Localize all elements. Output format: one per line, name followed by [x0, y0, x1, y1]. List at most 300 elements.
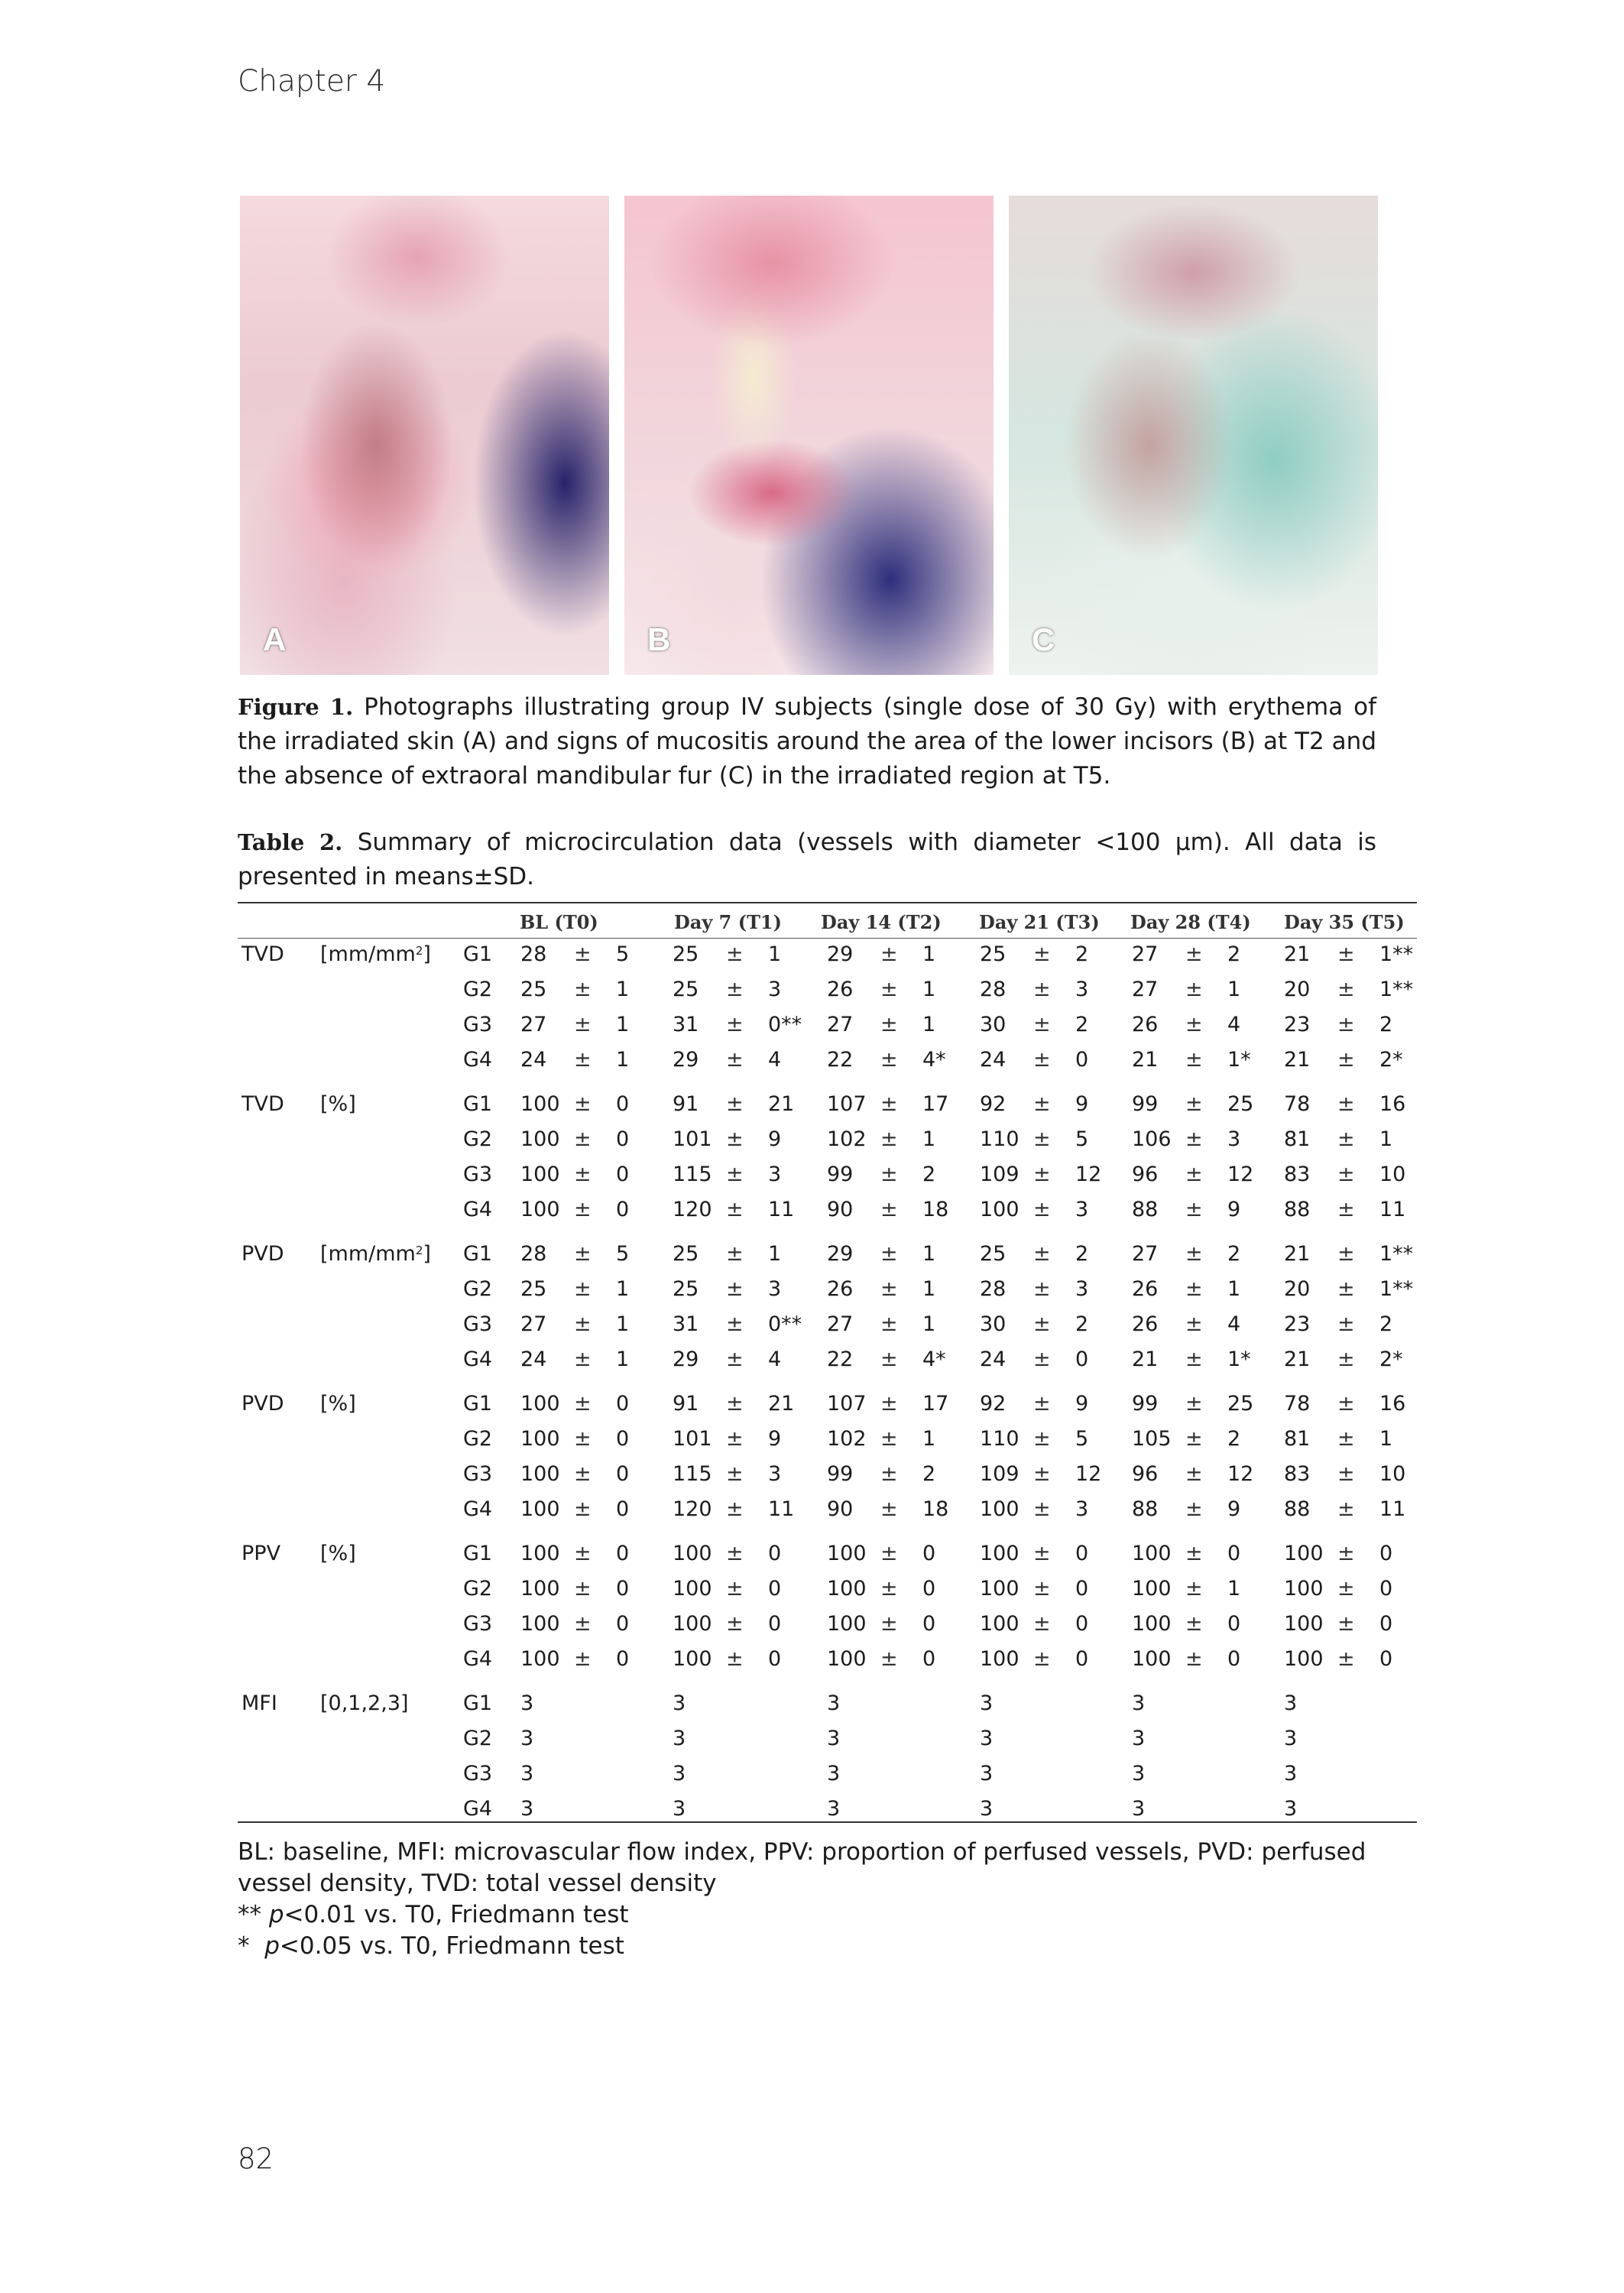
sd-value: 2	[1227, 1427, 1241, 1451]
mean-value: 31	[673, 1013, 699, 1036]
plus-minus-sign: ±	[574, 1542, 592, 1565]
mean-value: 3	[520, 1797, 534, 1821]
mean-value: 100	[673, 1542, 712, 1565]
plus-minus-sign: ±	[1033, 1277, 1051, 1301]
plus-minus-sign: ±	[1033, 1242, 1051, 1266]
plus-minus-sign: ±	[1185, 1427, 1203, 1451]
plus-minus-sign: ±	[726, 1312, 744, 1336]
table-row	[238, 1612, 1417, 1643]
group-label: G1	[463, 1691, 493, 1715]
mean-value: 99	[1132, 1392, 1159, 1416]
sd-value: 9	[1227, 1497, 1241, 1521]
sd-value: 4	[1227, 1013, 1241, 1036]
plus-minus-sign: ±	[1185, 1163, 1203, 1186]
table-row	[238, 1348, 1417, 1378]
mean-value: 81	[1284, 1427, 1311, 1451]
plus-minus-sign: ±	[1033, 1612, 1051, 1636]
mean-value: 92	[980, 1092, 1006, 1116]
mean-value: 100	[827, 1647, 867, 1671]
mean-value: 27	[827, 1312, 854, 1336]
group-label: G3	[463, 1013, 493, 1036]
plus-minus-sign: ±	[1185, 1542, 1203, 1565]
mean-value: 90	[827, 1497, 854, 1521]
sd-value: 0	[1227, 1612, 1241, 1636]
mean-value: 3	[520, 1727, 534, 1750]
sd-value: 1	[616, 1348, 630, 1371]
mean-value: 3	[980, 1727, 994, 1750]
sd-value: 0	[1075, 1542, 1089, 1565]
plus-minus-sign: ±	[1185, 1048, 1203, 1072]
group-label: G4	[463, 1048, 493, 1072]
group-label: G1	[463, 1092, 493, 1116]
sd-value: 0	[1379, 1542, 1393, 1565]
sd-value: 1	[616, 1312, 630, 1336]
plus-minus-sign: ±	[1033, 1497, 1051, 1521]
mean-value: 25	[520, 1277, 547, 1301]
plus-minus-sign: ±	[1185, 1127, 1203, 1151]
mean-value: 3	[520, 1762, 534, 1785]
plus-minus-sign: ±	[1337, 1242, 1355, 1266]
plus-minus-sign: ±	[880, 1127, 898, 1151]
plus-minus-sign: ±	[1185, 1577, 1203, 1601]
sd-value: 3	[1075, 1198, 1089, 1221]
group-label: G1	[463, 1242, 493, 1266]
figure-caption	[238, 690, 1376, 793]
unit-text: [0,1,2,3]	[320, 1691, 409, 1715]
plus-minus-sign: ±	[1337, 1462, 1355, 1486]
plus-minus-sign: ±	[1337, 1092, 1355, 1116]
sd-value: 1	[616, 1048, 630, 1072]
sd-value: 1	[922, 942, 936, 966]
plus-minus-sign: ±	[1185, 1348, 1203, 1371]
sd-value: 3	[1075, 1277, 1089, 1301]
sd-value: 0	[1075, 1348, 1089, 1371]
sd-value: 1	[616, 1013, 630, 1036]
mean-value: 21	[1284, 1242, 1311, 1266]
column-header: Day 7 (T1)	[674, 911, 782, 933]
plus-minus-sign: ±	[1033, 1127, 1051, 1151]
parameter-label: MFI	[241, 1691, 277, 1715]
plus-minus-sign: ±	[574, 1092, 592, 1116]
mean-value: 3	[1284, 1691, 1298, 1715]
mean-value: 26	[1132, 1277, 1159, 1301]
plus-minus-sign: ±	[880, 942, 898, 966]
plus-minus-sign: ±	[1337, 1577, 1355, 1601]
plus-minus-sign: ±	[726, 1612, 744, 1636]
plus-minus-sign: ±	[880, 1348, 898, 1371]
mean-value: 3	[673, 1762, 686, 1785]
mean-value: 27	[827, 1013, 854, 1036]
plus-minus-sign: ±	[1033, 1577, 1051, 1601]
mean-value: 102	[827, 1427, 867, 1451]
sd-value: 1	[922, 1127, 936, 1151]
plus-minus-sign: ±	[574, 1013, 592, 1036]
plus-minus-sign: ±	[880, 1427, 898, 1451]
mean-value: 21	[1132, 1048, 1159, 1072]
sd-value: 1*	[1227, 1048, 1251, 1072]
unit-text: [%]	[320, 1092, 356, 1116]
column-header: Day 28 (T4)	[1130, 911, 1251, 933]
mean-value: 100	[520, 1497, 560, 1521]
sd-value: 2	[1075, 942, 1089, 966]
mean-value: 100	[827, 1612, 867, 1636]
mean-value: 100	[673, 1577, 712, 1601]
chapter-header: Chapter 4	[238, 64, 386, 99]
sd-value: 0	[616, 1647, 630, 1671]
sd-value: 0	[616, 1612, 630, 1636]
mean-value: 26	[1132, 1013, 1159, 1036]
sd-value: 21	[768, 1392, 795, 1416]
table-row	[238, 942, 1417, 973]
mean-value: 100	[520, 1127, 560, 1151]
panel-label-c: C	[1032, 621, 1055, 657]
sd-value: 5	[1075, 1427, 1089, 1451]
sd-value: 11	[768, 1497, 795, 1521]
mean-value: 21	[1284, 1348, 1311, 1371]
group-label: G4	[463, 1198, 493, 1221]
plus-minus-sign: ±	[1337, 1163, 1355, 1186]
plus-minus-sign: ±	[726, 1462, 744, 1486]
plus-minus-sign: ±	[1033, 978, 1051, 1001]
group-label: G2	[463, 978, 493, 1001]
sd-value: 1	[616, 978, 630, 1001]
table-row	[238, 1542, 1417, 1572]
sd-value: 12	[1075, 1462, 1102, 1486]
plus-minus-sign: ±	[726, 1427, 744, 1451]
plus-minus-sign: ±	[1033, 1542, 1051, 1565]
sd-value: 0	[1227, 1542, 1241, 1565]
sd-value: 0	[1379, 1577, 1393, 1601]
plus-minus-sign: ±	[574, 1427, 592, 1451]
parameter-label: TVD	[241, 1092, 284, 1116]
plus-minus-sign: ±	[726, 1092, 744, 1116]
plus-minus-sign: ±	[574, 1462, 592, 1486]
plus-minus-sign: ±	[574, 1577, 592, 1601]
plus-minus-sign: ±	[1185, 1497, 1203, 1521]
column-header: Day 35 (T5)	[1284, 911, 1405, 933]
sd-value: 4*	[922, 1348, 946, 1371]
mean-value: 25	[980, 1242, 1006, 1266]
mean-value: 100	[1132, 1612, 1172, 1636]
sd-value: 9	[768, 1127, 782, 1151]
group-label: G4	[463, 1348, 493, 1371]
plus-minus-sign: ±	[1185, 1462, 1203, 1486]
sd-value: 4	[768, 1348, 782, 1371]
plus-minus-sign: ±	[1337, 1612, 1355, 1636]
mean-value: 27	[1132, 978, 1159, 1001]
sd-value: 1**	[1379, 978, 1414, 1001]
plus-minus-sign: ±	[1337, 1277, 1355, 1301]
sd-value: 1	[922, 1277, 936, 1301]
plus-minus-sign: ±	[880, 1497, 898, 1521]
mean-value: 120	[673, 1497, 712, 1521]
plus-minus-sign: ±	[574, 1392, 592, 1416]
mean-value: 24	[520, 1348, 547, 1371]
plus-minus-sign: ±	[1033, 1312, 1051, 1336]
table-row	[238, 1048, 1417, 1078]
table-row	[238, 1577, 1417, 1607]
mean-value: 25	[520, 978, 547, 1001]
sd-value: 2	[922, 1163, 936, 1186]
mean-value: 25	[673, 978, 699, 1001]
table-row	[238, 1242, 1417, 1273]
group-label: G4	[463, 1647, 493, 1671]
sd-value: 0	[922, 1612, 936, 1636]
panel-label-a: A	[263, 621, 287, 657]
footnote-mark: *	[238, 1932, 250, 1960]
mean-value: 100	[1132, 1542, 1172, 1565]
sd-value: 16	[1379, 1092, 1406, 1116]
sd-value: 2	[922, 1462, 936, 1486]
plus-minus-sign: ±	[1337, 1198, 1355, 1221]
table-caption-text: Summary of microcirculation data (vessels with diameter <100 µm). All data is presented in means±SD.	[238, 829, 1377, 890]
mean-value: 109	[980, 1462, 1019, 1486]
plus-minus-sign: ±	[726, 1013, 744, 1036]
sd-value: 1*	[1227, 1348, 1251, 1371]
mean-value: 3	[673, 1727, 686, 1750]
table-footnotes	[238, 1837, 1384, 1962]
mean-value: 78	[1284, 1092, 1311, 1116]
plus-minus-sign: ±	[1033, 1048, 1051, 1072]
photo-panel-c	[1009, 196, 1378, 675]
table-row	[238, 978, 1417, 1008]
sd-value: 1	[1227, 1277, 1241, 1301]
mean-value: 92	[980, 1392, 1006, 1416]
mean-value: 96	[1132, 1163, 1159, 1186]
group-label: G3	[463, 1312, 493, 1336]
mean-value: 100	[520, 1542, 560, 1565]
sd-value: 0	[922, 1542, 936, 1565]
plus-minus-sign: ±	[574, 1048, 592, 1072]
mean-value: 23	[1284, 1312, 1311, 1336]
mean-value: 100	[1284, 1542, 1324, 1565]
mean-value: 26	[827, 978, 854, 1001]
plus-minus-sign: ±	[1185, 1647, 1203, 1671]
unit-end: ]	[423, 1242, 431, 1266]
plus-minus-sign: ±	[880, 1013, 898, 1036]
mean-value: 3	[1132, 1727, 1146, 1750]
sd-value: 0	[768, 1647, 782, 1671]
sd-value: 18	[922, 1497, 949, 1521]
plus-minus-sign: ±	[574, 1163, 592, 1186]
mean-value: 107	[827, 1392, 867, 1416]
table-top-rule	[238, 902, 1417, 903]
plus-minus-sign: ±	[1033, 1348, 1051, 1371]
group-label: G4	[463, 1497, 493, 1521]
sd-value: 3	[1227, 1127, 1241, 1151]
plus-minus-sign: ±	[1337, 1348, 1355, 1371]
plus-minus-sign: ±	[880, 1462, 898, 1486]
sd-value: 0	[616, 1392, 630, 1416]
sd-value: 0	[1075, 1647, 1089, 1671]
table-row	[238, 1462, 1417, 1493]
mean-value: 29	[827, 942, 854, 966]
plus-minus-sign: ±	[726, 1198, 744, 1221]
unit-superscript: 2	[415, 1244, 423, 1257]
panel-label-b: B	[647, 621, 671, 657]
sd-value: 25	[1227, 1392, 1254, 1416]
mean-value: 100	[980, 1542, 1019, 1565]
mean-value: 3	[827, 1691, 841, 1715]
plus-minus-sign: ±	[1337, 1427, 1355, 1451]
table-row	[238, 1727, 1417, 1757]
plus-minus-sign: ±	[880, 1163, 898, 1186]
group-label: G3	[463, 1612, 493, 1636]
mean-value: 100	[520, 1163, 560, 1186]
plus-minus-sign: ±	[574, 978, 592, 1001]
plus-minus-sign: ±	[1185, 978, 1203, 1001]
mean-value: 100	[520, 1647, 560, 1671]
mean-value: 26	[827, 1277, 854, 1301]
mean-value: 24	[980, 1048, 1006, 1072]
plus-minus-sign: ±	[726, 1242, 744, 1266]
mean-value: 28	[520, 942, 547, 966]
sd-value: 1	[922, 1312, 936, 1336]
plus-minus-sign: ±	[574, 1612, 592, 1636]
mean-value: 100	[1132, 1577, 1172, 1601]
table-row	[238, 1392, 1417, 1422]
plus-minus-sign: ±	[574, 1277, 592, 1301]
sd-value: 9	[768, 1427, 782, 1451]
unit-superscript: 2	[415, 944, 423, 958]
mean-value: 29	[673, 1348, 699, 1371]
unit-text: [mm/mm	[320, 1242, 416, 1266]
mean-value: 101	[673, 1427, 712, 1451]
plus-minus-sign: ±	[1185, 1092, 1203, 1116]
group-label: G4	[463, 1797, 493, 1821]
footnote-double-star	[238, 1899, 1384, 1931]
sd-value: 5	[1075, 1127, 1089, 1151]
figure-caption-text: Photographs illustrating group IV subjects (single dose of 30 Gy) with erythema of the irradiated skin (A) and signs of mucositis around the area of the lower incisors (B) at T2 and the absence of extraoral mandibular fur (C) in the irradiated region at T5.	[238, 693, 1376, 790]
mean-value: 3	[1132, 1797, 1146, 1821]
plus-minus-sign: ±	[880, 1048, 898, 1072]
plus-minus-sign: ±	[726, 1163, 744, 1186]
plus-minus-sign: ±	[574, 1198, 592, 1221]
sd-value: 0	[1075, 1612, 1089, 1636]
plus-minus-sign: ±	[574, 1348, 592, 1371]
sd-value: 0	[616, 1462, 630, 1486]
sd-value: 0**	[768, 1013, 802, 1036]
sd-value: 0	[922, 1647, 936, 1671]
group-label: G3	[463, 1462, 493, 1486]
unit-text: [%]	[320, 1392, 356, 1416]
table-row	[238, 1312, 1417, 1343]
sd-value: 0	[616, 1163, 630, 1186]
mean-value: 115	[673, 1163, 712, 1186]
mean-value: 110	[980, 1127, 1019, 1151]
mean-value: 3	[1132, 1762, 1146, 1785]
sd-value: 21	[768, 1092, 795, 1116]
parameter-label: TVD	[241, 942, 284, 966]
unit-label	[320, 942, 431, 966]
footnote-text: <0.05 vs. T0, Friedmann test	[279, 1932, 624, 1960]
mean-value: 88	[1284, 1198, 1311, 1221]
mean-value: 27	[1132, 1242, 1159, 1266]
plus-minus-sign: ±	[1033, 1462, 1051, 1486]
mean-value: 25	[673, 1242, 699, 1266]
plus-minus-sign: ±	[1185, 1198, 1203, 1221]
mean-value: 27	[520, 1013, 547, 1036]
plus-minus-sign: ±	[726, 1647, 744, 1671]
sd-value: 2	[1227, 1242, 1241, 1266]
plus-minus-sign: ±	[880, 1242, 898, 1266]
parameter-label: PVD	[241, 1242, 284, 1266]
table-row	[238, 1127, 1417, 1158]
mean-value: 22	[827, 1348, 854, 1371]
footnote-text: <0.01 vs. T0, Friedmann test	[284, 1901, 629, 1928]
plus-minus-sign: ±	[1337, 1127, 1355, 1151]
plus-minus-sign: ±	[1337, 978, 1355, 1001]
mean-value: 100	[520, 1092, 560, 1116]
sd-value: 3	[1075, 978, 1089, 1001]
sd-value: 3	[768, 978, 782, 1001]
plus-minus-sign: ±	[1033, 1392, 1051, 1416]
sd-value: 4	[1227, 1312, 1241, 1336]
sd-value: 25	[1227, 1092, 1254, 1116]
plus-minus-sign: ±	[1033, 1163, 1051, 1186]
group-label: G2	[463, 1727, 493, 1750]
mean-value: 100	[980, 1647, 1019, 1671]
plus-minus-sign: ±	[726, 978, 744, 1001]
mean-value: 3	[1284, 1727, 1298, 1750]
group-label: G2	[463, 1127, 493, 1151]
unit-end: ]	[423, 942, 431, 966]
table-header-rule	[238, 938, 1417, 939]
mean-value: 100	[520, 1392, 560, 1416]
mean-value: 3	[673, 1797, 686, 1821]
mean-value: 115	[673, 1462, 712, 1486]
unit-text: [%]	[320, 1542, 356, 1565]
mean-value: 100	[1284, 1577, 1324, 1601]
mean-value: 22	[827, 1048, 854, 1072]
mean-value: 100	[673, 1612, 712, 1636]
plus-minus-sign: ±	[880, 1542, 898, 1565]
mean-value: 23	[1284, 1013, 1311, 1036]
group-label: G1	[463, 1392, 493, 1416]
mean-value: 28	[520, 1242, 547, 1266]
plus-minus-sign: ±	[1033, 1013, 1051, 1036]
mean-value: 26	[1132, 1312, 1159, 1336]
mean-value: 120	[673, 1198, 712, 1221]
plus-minus-sign: ±	[726, 1497, 744, 1521]
plus-minus-sign: ±	[726, 1127, 744, 1151]
mean-value: 30	[980, 1013, 1006, 1036]
mean-value: 100	[520, 1462, 560, 1486]
mean-value: 91	[673, 1392, 699, 1416]
plus-minus-sign: ±	[574, 1312, 592, 1336]
table-caption	[238, 825, 1376, 894]
photo-panel-b	[624, 196, 994, 675]
mean-value: 24	[520, 1048, 547, 1072]
plus-minus-sign: ±	[1033, 1092, 1051, 1116]
plus-minus-sign: ±	[1185, 1277, 1203, 1301]
mean-value: 101	[673, 1127, 712, 1151]
plus-minus-sign: ±	[880, 1612, 898, 1636]
mean-value: 100	[520, 1198, 560, 1221]
sd-value: 1	[1227, 978, 1241, 1001]
sd-value: 11	[768, 1198, 795, 1221]
mean-value: 30	[980, 1312, 1006, 1336]
mean-value: 21	[1284, 1048, 1311, 1072]
plus-minus-sign: ±	[880, 978, 898, 1001]
mean-value: 88	[1132, 1497, 1159, 1521]
unit-label	[320, 1691, 409, 1715]
plus-minus-sign: ±	[1337, 1542, 1355, 1565]
table-caption-label: Table 2.	[238, 829, 343, 855]
mean-value: 31	[673, 1312, 699, 1336]
sd-value: 4*	[922, 1048, 946, 1072]
sd-value: 10	[1379, 1163, 1406, 1186]
